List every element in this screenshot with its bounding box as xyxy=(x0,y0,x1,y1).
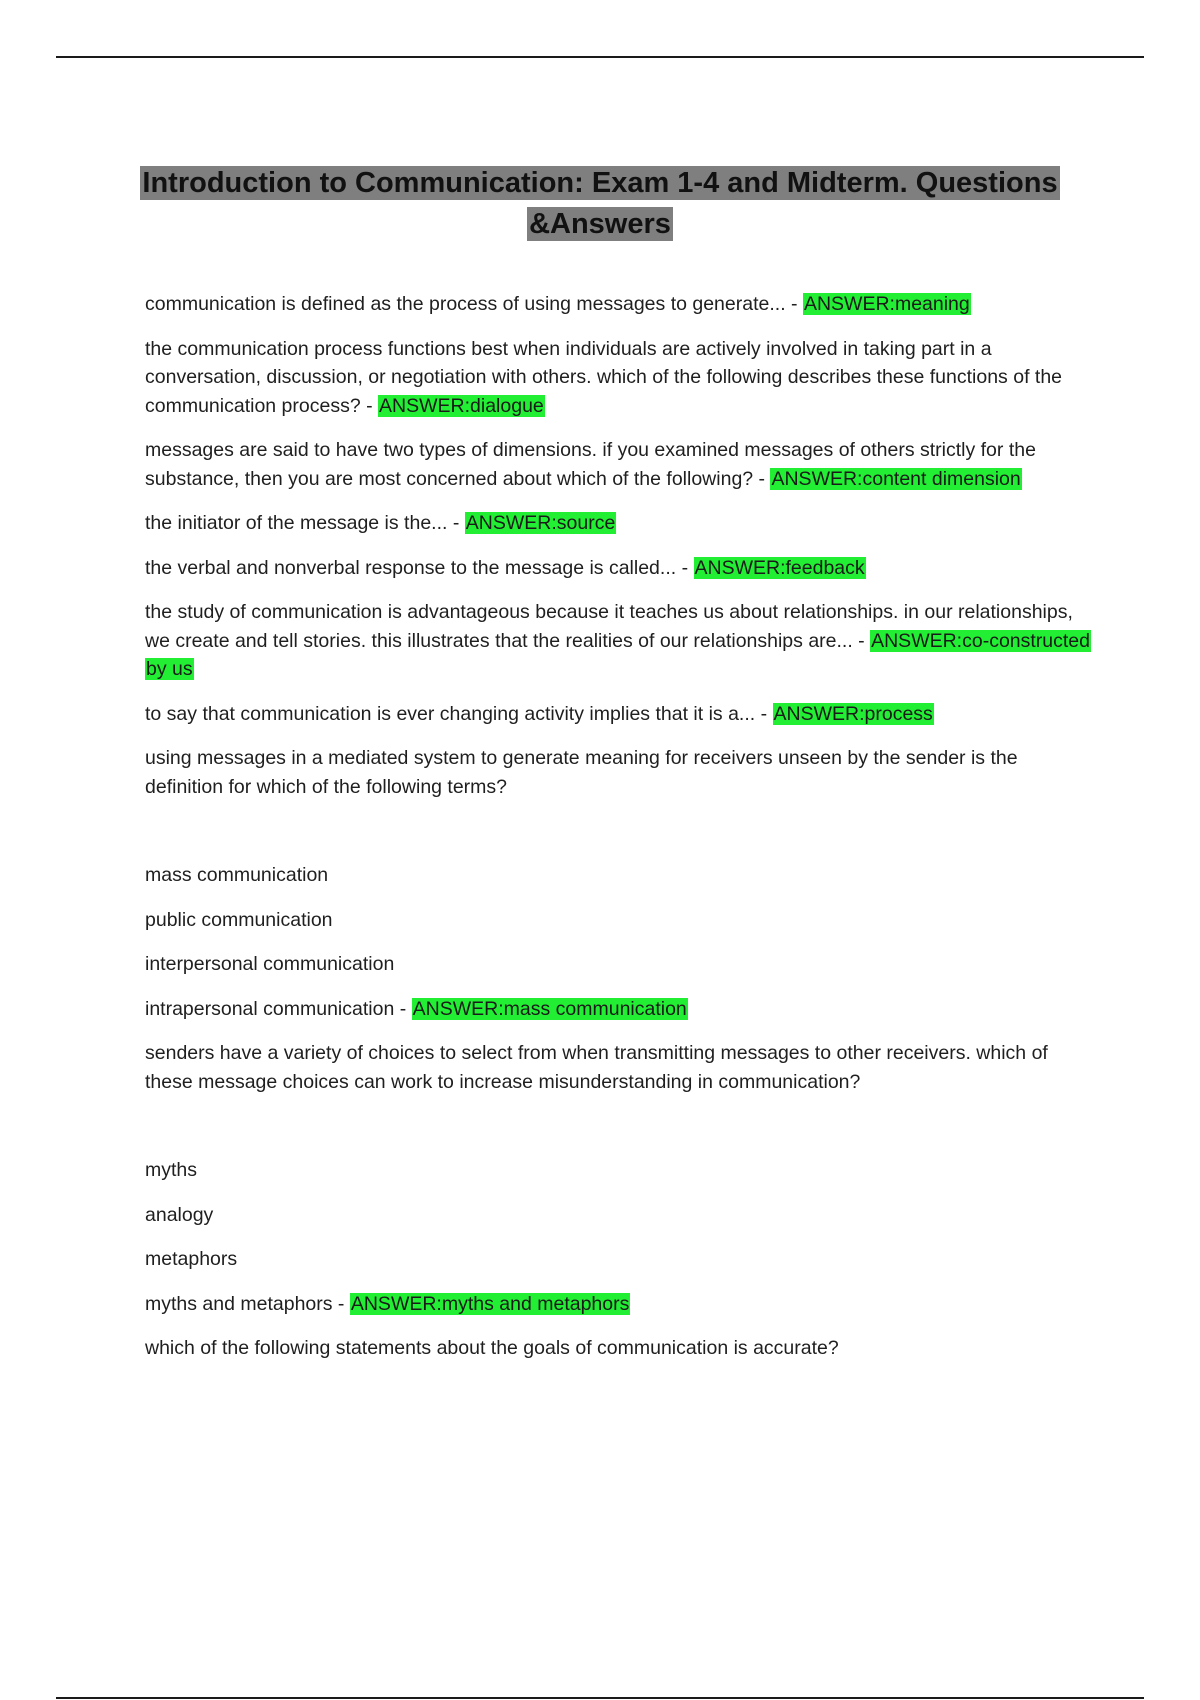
question-10 xyxy=(145,1334,1090,1363)
option-text: public communication xyxy=(145,908,333,931)
answer-highlight: ANSWER:feedback xyxy=(694,556,865,579)
bottom-rule xyxy=(56,1697,1144,1699)
question-4 xyxy=(145,509,1090,538)
answer-highlight: ANSWER:myths and metaphors xyxy=(350,1292,630,1315)
question-text: senders have a variety of choices to select from when transmitting messages to other receivers. which of these message choices can work to increase misunderstanding in communication? xyxy=(145,1042,1048,1093)
answer-highlight: ANSWER:source xyxy=(465,512,616,534)
option-text: intrapersonal communication - xyxy=(145,997,412,1020)
document-title-text: Introduction to Communication: Exam 1-4 and Midterm. Questions &Answers xyxy=(142,167,1058,241)
top-rule xyxy=(56,56,1144,58)
document-title xyxy=(120,163,1080,245)
answer-highlight: ANSWER:process xyxy=(773,702,933,725)
option-line xyxy=(145,950,1090,979)
option-line xyxy=(145,1201,1090,1230)
option-line xyxy=(145,1156,1090,1185)
question-2 xyxy=(145,335,1090,421)
answer-highlight: ANSWER:dialogue xyxy=(379,394,544,417)
answer-highlight: ANSWER:meaning xyxy=(803,293,970,315)
question-5 xyxy=(145,554,1090,583)
option-text: myths and metaphors - xyxy=(145,1292,350,1315)
option-text: metaphors xyxy=(145,1248,238,1270)
question-text: the initiator of the message is the... - xyxy=(145,512,465,534)
option-text: mass communication xyxy=(145,864,329,886)
option-text: analogy xyxy=(145,1203,214,1226)
question-6 xyxy=(145,598,1090,684)
question-8 xyxy=(145,744,1090,801)
question-7 xyxy=(145,700,1090,729)
option-line xyxy=(145,861,1090,890)
option-text: interpersonal communication xyxy=(145,953,395,975)
option-line xyxy=(145,906,1090,935)
question-1 xyxy=(145,290,1090,319)
answer-highlight: ANSWER:mass communication xyxy=(412,997,687,1020)
option-line xyxy=(145,1290,1090,1319)
question-3 xyxy=(145,436,1090,493)
option-line xyxy=(145,995,1090,1024)
document-body xyxy=(145,290,1090,1379)
question-text: messages are said to have two types of dimensions. if you examined messages of others strictly for the substance, then you are most concerned about which of the following? - xyxy=(145,439,1036,490)
question-9 xyxy=(145,1039,1090,1096)
question-text: the study of communication is advantageous because it teaches us about relationships. in our relationships, we create and tell stories. this illustrates that the realities of our relationships are... - xyxy=(145,601,1073,652)
question-text: the communication process functions best when individuals are actively involved in taking part in a conversation, discussion, or negotiation with others. which of the following describes these functions of the communication process? - xyxy=(145,337,1063,417)
question-text: communication is defined as the process of using messages to generate... - xyxy=(145,293,803,315)
answer-highlight: ANSWER:content dimension xyxy=(771,467,1021,490)
question-text: using messages in a mediated system to generate meaning for receivers unseen by the sender is the definition for which of the following terms? xyxy=(145,747,1018,798)
question-text: which of the following statements about the goals of communication is accurate? xyxy=(145,1337,839,1359)
option-text: myths xyxy=(145,1159,198,1181)
answer-highlight: ANSWER:co-constructed by us xyxy=(146,629,1090,680)
question-text: the verbal and nonverbal response to the message is called... - xyxy=(145,556,694,579)
option-line xyxy=(145,1245,1090,1274)
question-text: to say that communication is ever changing activity implies that it is a... - xyxy=(145,702,773,725)
